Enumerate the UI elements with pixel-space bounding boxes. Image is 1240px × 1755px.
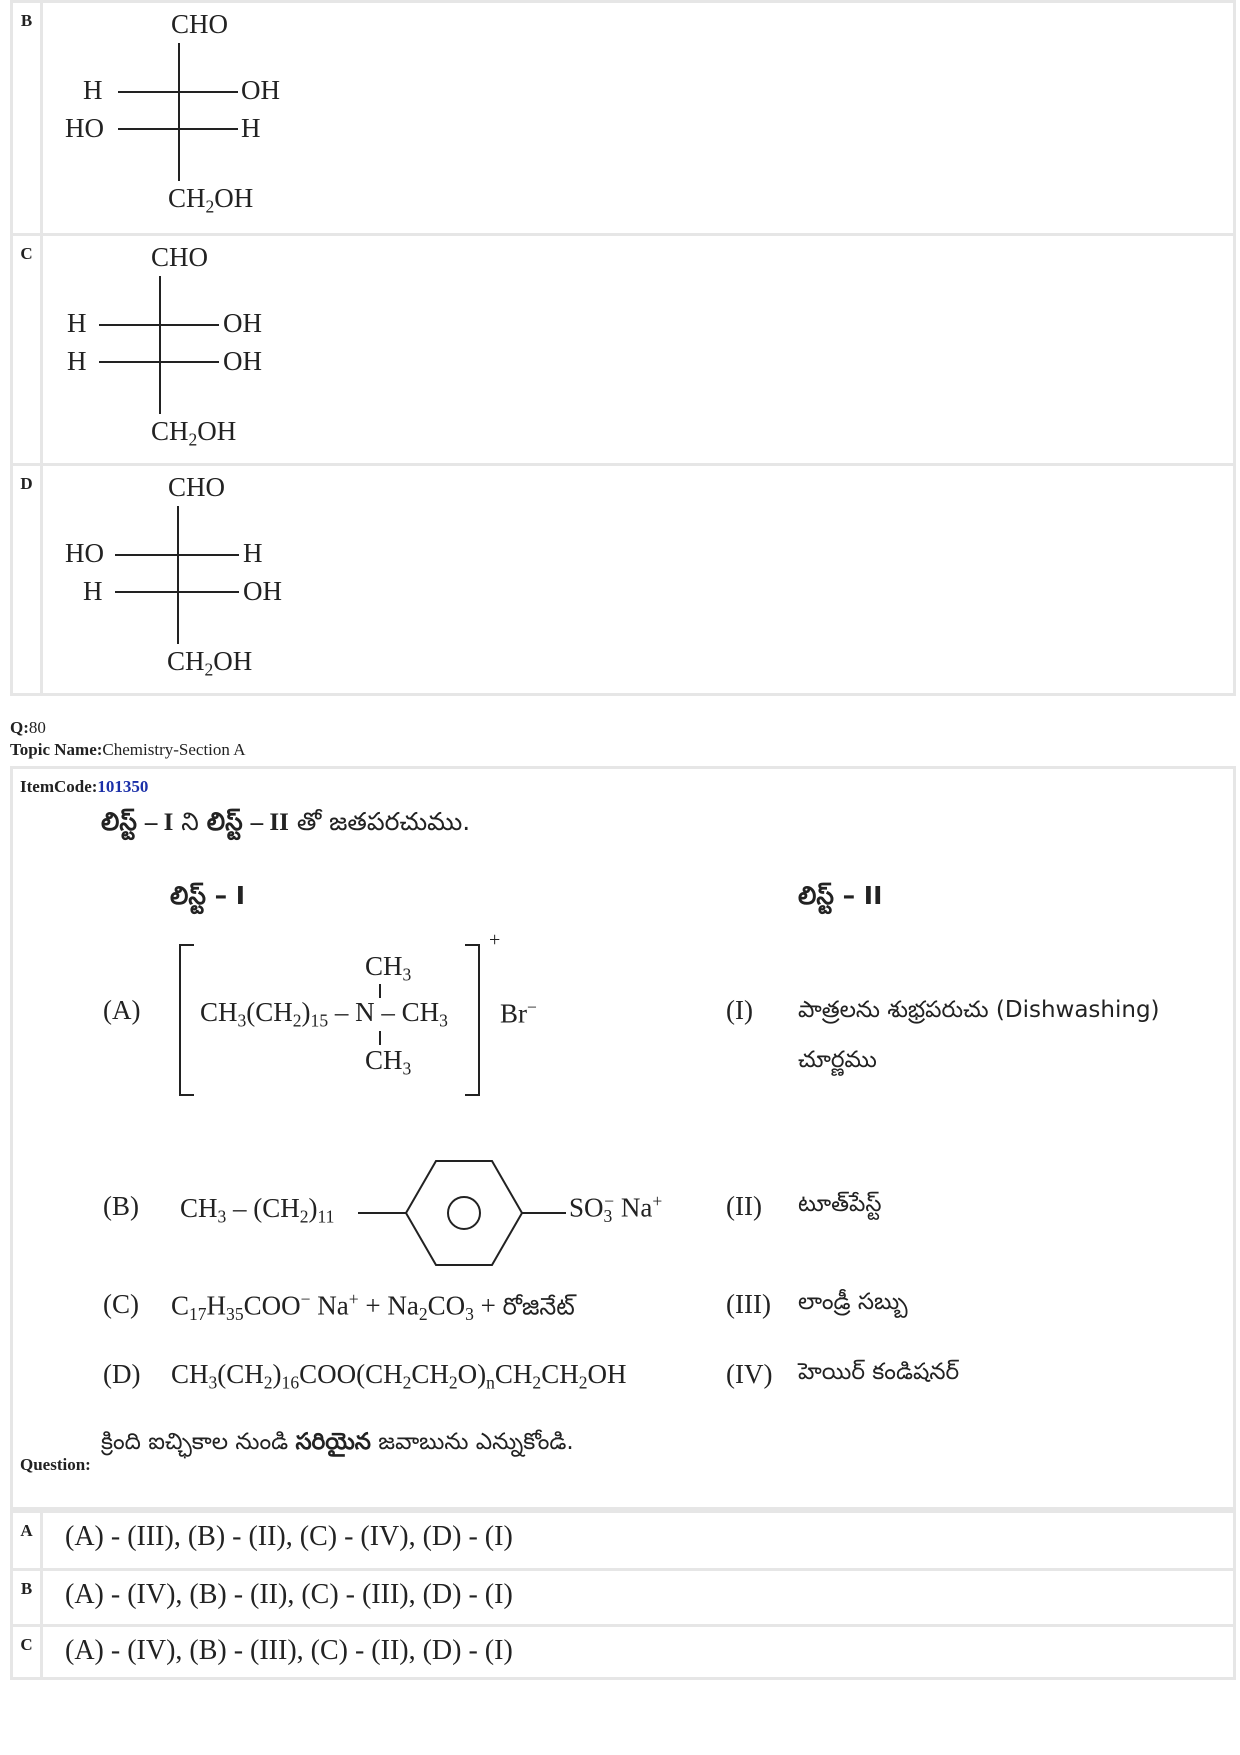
item-code: ItemCode:101350 bbox=[20, 777, 149, 796]
right-group-1: OH bbox=[223, 308, 262, 338]
item-d-formula: $CH_3(CH_2)_{16}COO(CH_2CH_2O)_nCH_2CH_2OH$ bbox=[171, 1359, 627, 1393]
item-a-formula: $CH_3(CH_2)_{15}$ – N – $CH_3$ bbox=[200, 997, 448, 1031]
answer-text: (A) - (III), (B) - (II), (C) - (IV), (D) - (I) bbox=[65, 1521, 513, 1552]
item-a-bottom-ch3: $CH_3$ bbox=[365, 1045, 412, 1079]
match-iii-text: లాండ్రీ సబ్బు bbox=[798, 1289, 908, 1315]
left-group-1: H bbox=[83, 75, 103, 105]
item-a-label: (A) bbox=[103, 995, 141, 1025]
right-group-2: H bbox=[241, 113, 261, 143]
fischer-projection-c bbox=[53, 236, 353, 466]
option-letter: B bbox=[13, 3, 43, 233]
question-box bbox=[10, 766, 1236, 1510]
bond-bottom bbox=[379, 1031, 381, 1045]
option-row-c[interactable] bbox=[13, 233, 1233, 463]
list2-header: లిస్ట్ – II bbox=[798, 881, 883, 910]
bottom-group: $CH_2OH$ bbox=[151, 416, 237, 450]
answer-option-a[interactable] bbox=[13, 1513, 1233, 1568]
list1-header: లిస్ట్ – I bbox=[170, 881, 246, 910]
option-row-b[interactable] bbox=[13, 3, 1233, 233]
fischer-projection-b bbox=[53, 3, 353, 233]
item-d-label: (D) bbox=[103, 1359, 141, 1389]
option-letter: A bbox=[13, 1513, 43, 1568]
question-number: Q:80 bbox=[10, 718, 46, 737]
item-b-formula-right: $SO_3^-$ Na+ bbox=[569, 1191, 663, 1226]
option-letter: C bbox=[13, 236, 43, 463]
item-a-top-ch3: $CH_3$ bbox=[365, 951, 412, 985]
fischer-projection-d bbox=[53, 466, 353, 696]
bottom-group: $CH_2OH$ bbox=[167, 646, 253, 680]
item-b-label: (B) bbox=[103, 1191, 139, 1221]
answer-text: (A) - (IV), (B) - (II), (C) - (III), (D) - (I) bbox=[65, 1579, 513, 1610]
right-group-1: OH bbox=[241, 75, 280, 105]
option-letter: C bbox=[13, 1627, 43, 1680]
bond-top bbox=[379, 984, 381, 998]
bottom-group: $CH_2OH$ bbox=[168, 183, 254, 217]
benzene-ring-icon bbox=[358, 1153, 568, 1279]
instruction: లిస్ట్ – I ని లిస్ట్ – II తో జతపరచుము. bbox=[101, 807, 471, 836]
match-ii-text: టూత్‌పేస్ట్ bbox=[798, 1191, 882, 1217]
left-group-1: H bbox=[67, 308, 87, 338]
match-i-label: (I) bbox=[726, 995, 753, 1025]
answer-text: (A) - (IV), (B) - (III), (C) - (II), (D) - (I) bbox=[65, 1635, 513, 1666]
answer-options-table bbox=[10, 1510, 1236, 1680]
right-group-1: H bbox=[243, 538, 263, 568]
match-i-text2: చూర్ణము bbox=[798, 1047, 877, 1073]
option-row-d[interactable] bbox=[13, 463, 1233, 693]
right-group-2: OH bbox=[243, 576, 282, 606]
left-group-2: HO bbox=[65, 113, 104, 143]
item-c-label: (C) bbox=[103, 1289, 139, 1319]
option-letter: D bbox=[13, 466, 43, 693]
previous-options-table bbox=[10, 0, 1236, 696]
left-group-1: HO bbox=[65, 538, 104, 568]
left-group-2: H bbox=[67, 346, 87, 376]
question-prompt: క్రింది ఐచ్ఛికాల నుండి సరియైన జవాబును ఎన్నుకోండి. bbox=[101, 1429, 574, 1455]
bracket-right bbox=[463, 943, 483, 1098]
answer-option-c[interactable] bbox=[13, 1624, 1233, 1680]
match-iv-text: హెయిర్ కండిషనర్ bbox=[798, 1359, 960, 1385]
question-label: Question: bbox=[20, 1455, 91, 1474]
bracket-charge: + bbox=[489, 929, 501, 951]
top-group: CHO bbox=[171, 9, 229, 39]
answer-option-b[interactable] bbox=[13, 1568, 1233, 1624]
match-iii-label: (III) bbox=[726, 1289, 771, 1319]
match-ii-label: (II) bbox=[726, 1191, 762, 1221]
match-iv-label: (IV) bbox=[726, 1359, 773, 1389]
bracket-left bbox=[178, 943, 198, 1098]
topic-name: Topic Name:Chemistry-Section A bbox=[10, 740, 246, 759]
item-c-formula: $C_{17}H_{35}COO^-$ $Na^+ + Na_2CO_3$ + రోజినేట్ bbox=[171, 1289, 575, 1324]
item-a-counterion: Br− bbox=[500, 997, 537, 1029]
top-group: CHO bbox=[151, 242, 209, 272]
top-group: CHO bbox=[168, 472, 226, 502]
right-group-2: OH bbox=[223, 346, 262, 376]
item-b-formula-left: $CH_3 - (CH_2)_{11}$ bbox=[180, 1193, 335, 1227]
match-i-text: పాత్రలను శుభ్రపరుచు (Dishwashing) bbox=[798, 997, 1160, 1023]
left-group-2: H bbox=[83, 576, 103, 606]
option-letter: B bbox=[13, 1571, 43, 1624]
